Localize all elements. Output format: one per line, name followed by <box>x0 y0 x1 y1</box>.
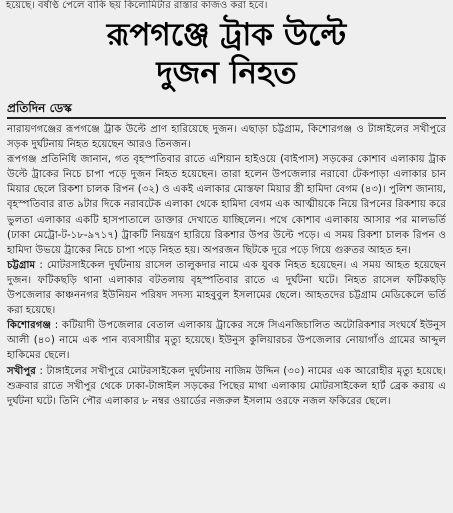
headline-line-1: রূপগঞ্জে ট্রাক উল্টে <box>106 17 347 53</box>
dateline-lead: চট্টগ্রাম <box>7 259 36 271</box>
previous-article-tail: হয়েছে। বর্ষাণ্ঠ পেলে বাকি ছয় কিলোমিটার রাস্তার কাজও করা হবে। <box>6 0 268 11</box>
byline: প্রতিদিন ডেস্ক <box>7 101 72 115</box>
paragraph-kishoreganj <box>7 318 446 363</box>
paragraph-rupganj <box>7 152 446 258</box>
dateline-lead: সখীপুর <box>7 365 36 377</box>
paragraph-text: : কটিয়াদী উপজেলার বেতাল এলাকায় ট্রাকের সঙ্গে সিএনজিচালিত অটোরিকশার সংঘর্ষে ইউনুস আলী (৪০) নামে এক পান ব্যবসায়ীর মৃত্যু হয়েছে। ইউনুস কুলিয়ারচর উপজেলার নোয়াগাঁও গ্রামের আব্দুল হাকিমের ছেলে। <box>7 320 446 362</box>
paragraph-intro <box>7 122 446 152</box>
paragraph-text: : মোটরসাইকেল দুর্ঘটনায় রাসেল তালুকদার নামে এক যুবক নিহত হয়েছেন। এ সময় আহত হয়েছেন দুজন। ফটিকছড়ি থানা এলাকার বটতলায় বৃহস্পতিবার রাতে এ দুর্ঘটনা ঘটে। নিহত রাসেল ফটিকছড়ি উপজেলার কাঞ্চননগর ইউনিয়ন পরিষদ সদস্য মাহবুবুল ইসলামের ছেলে। আহতদের চট্টগ্রাম মেডিকেলে ভর্তি করা হয়েছে। <box>7 259 446 317</box>
paragraph-chattogram <box>7 258 446 318</box>
article-body <box>0 122 453 409</box>
article-headline <box>0 16 453 92</box>
dateline-lead: কিশোরগঞ্জ <box>7 320 52 332</box>
paragraph-text: নারায়ণগঞ্জের রূপগঞ্জে ট্রাক উল্টে প্রাণ হারিয়েছে দুজন। এছাড়া চট্টগ্রাম, কিশোরগঞ্জ ও টাঙ্গাইলের সখীপুরে সড়ক দুর্ঘটনায় নিহত হয়েছেন আরও তিনজন। <box>7 124 446 151</box>
paragraph-text: রূপগঞ্জ প্রতিনিধি জানান, গত বৃহস্পতিবার রাতে এশিয়ান হাইওয়ে (বাইপাস) সড়কের কোশাব এলাকায় ট্রাক উল্টে ট্রাকের নিচে চাপা পড়ে দুজন নিহত হয়েছেন। তারা হলেন উপজেলার নরাবো টেকপাড়া এলাকার চান মিয়ার ছেলে রিকশা চালক রিপন (৩২) ও একই এলাকার মোস্তফা মিয়ার স্ত্রী হামিদা বেগম (৪৩)। পুলিশ জানায়, বৃহস্পতিবার রাত ৯টার দিকে নরাবটেক এলাকা থেকে হামিদা বেগম এক আত্মীয়কে নিয়ে রিপনের রিকশায় করে ভুলতা এলাকার একটি হাসপাতালে ডাক্তার দেখাতে যাচ্ছিলেন। পথে কোশাব এলাকায় আসার পর মালভর্তি (ঢাকা মেট্রো-ট-১৮-৯৭১৭) ট্রাকটি নিয়ন্ত্রণ হারিয়ে রিকশার উপর উল্টে পড়ে। এ সময় রিকশা চালক রিপন ও হামিদা উভয়ে ট্রাকের নিচে চাপা পড়ে নিহত হয়। অপরজন ছিটকে দূরে পড়ে গিয়ে গুরুতর আহত হন। <box>7 154 446 256</box>
paragraph-text: : টাঙ্গাইলের সখীপুরে মোটরসাইকেল দুর্ঘটনায় নাজিম উদ্দিন (৩০) নামের এক আরোহীর মৃত্যু হয়েছে। শুক্রবার রাতে সখীপুর থেকে ঢাকা-টাঙ্গাইল সড়কের পিছের মাথা এলাকায় মোটরসাইকেল হার্ট ব্রেক করায় এ দুর্ঘটনা ঘটে। তিনি পৌর এলাকার ৮ নম্বর ওয়ার্ডের নজরুল ইসলাম ওরফে নজল ফকিরের ছেলে। <box>7 365 446 407</box>
paragraph-sakhipur <box>7 364 446 409</box>
headline-line-2: দুজন নিহত <box>156 55 297 91</box>
byline-divider <box>7 117 446 119</box>
